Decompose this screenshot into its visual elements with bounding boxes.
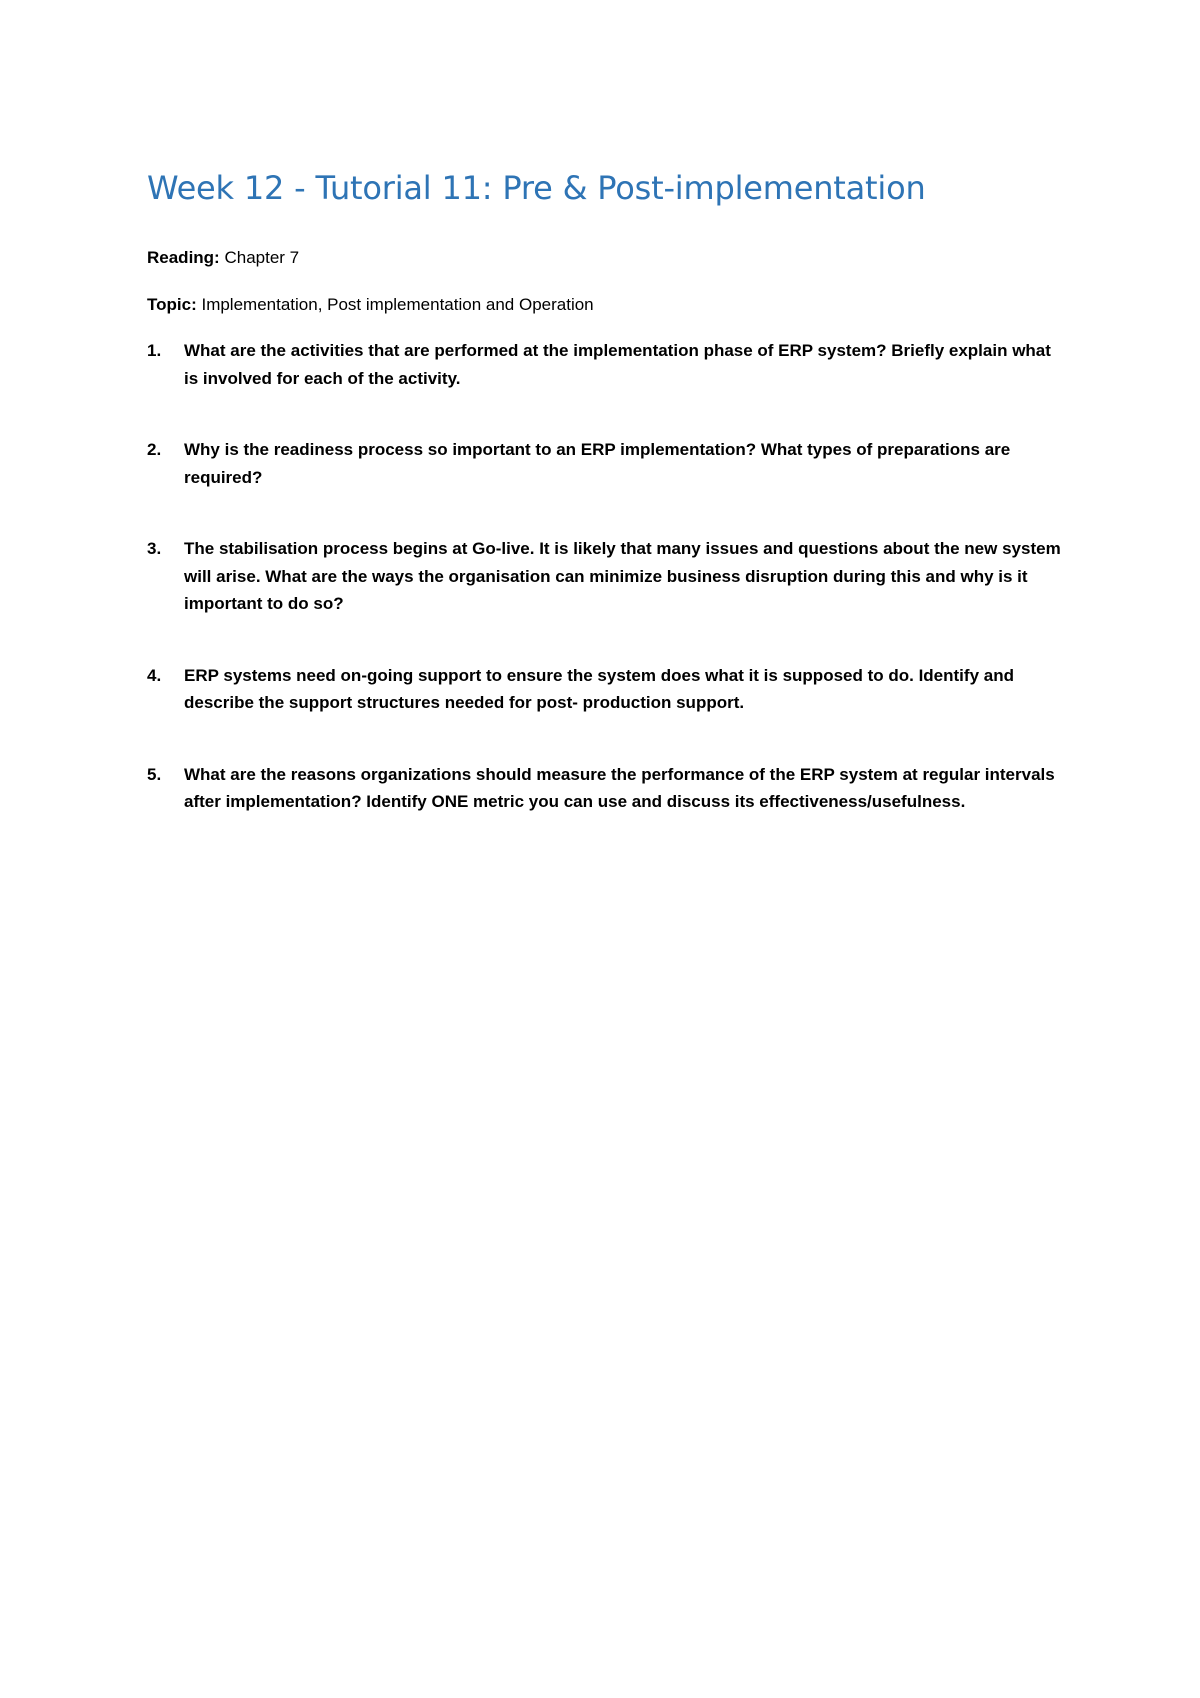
topic-label: Topic: — [147, 295, 197, 314]
question-item — [147, 662, 1067, 717]
question-item — [147, 761, 1067, 816]
question-number: 3. — [147, 539, 162, 558]
reading-line — [147, 246, 1067, 270]
question-text: What are the reasons organizations should measure the performance of the ERP system at regular intervals after implementation? Identify ONE metric you can use and discuss its effectiveness/usefulness. — [184, 764, 1055, 811]
question-text: The stabilisation process begins at Go-live. It is likely that many issues and questions about the new system will arise. What are the ways the organisation can minimize business disruption during this and why is it important to do so? — [184, 539, 1061, 613]
question-text: ERP systems need on-going support to ensure the system does what it is supposed to do. Identify and describe the support structures needed for post- production support. — [184, 665, 1014, 712]
reading-value: Chapter 7 — [224, 248, 300, 267]
document-content — [147, 166, 1067, 860]
question-item — [147, 535, 1067, 618]
question-number: 4. — [147, 665, 162, 685]
question-list — [147, 337, 1067, 816]
question-number: 2. — [147, 440, 162, 459]
question-text: What are the activities that are performed at the implementation phase of ERP system? Briefly explain what is involved for each of the activity. — [184, 341, 1051, 388]
question-text: Why is the readiness process so important to an ERP implementation? What types of preparations are required? — [184, 440, 1011, 487]
question-item — [147, 337, 1067, 392]
question-item — [147, 436, 1067, 491]
topic-value: Implementation, Post implementation and Operation — [201, 295, 594, 314]
question-number: 1. — [147, 341, 162, 360]
reading-label: Reading: — [147, 248, 220, 267]
question-number: 5. — [147, 764, 162, 784]
document-title: Week 12 - Tutorial 11: Pre & Post-implementation — [147, 169, 926, 207]
topic-line — [147, 293, 1067, 317]
